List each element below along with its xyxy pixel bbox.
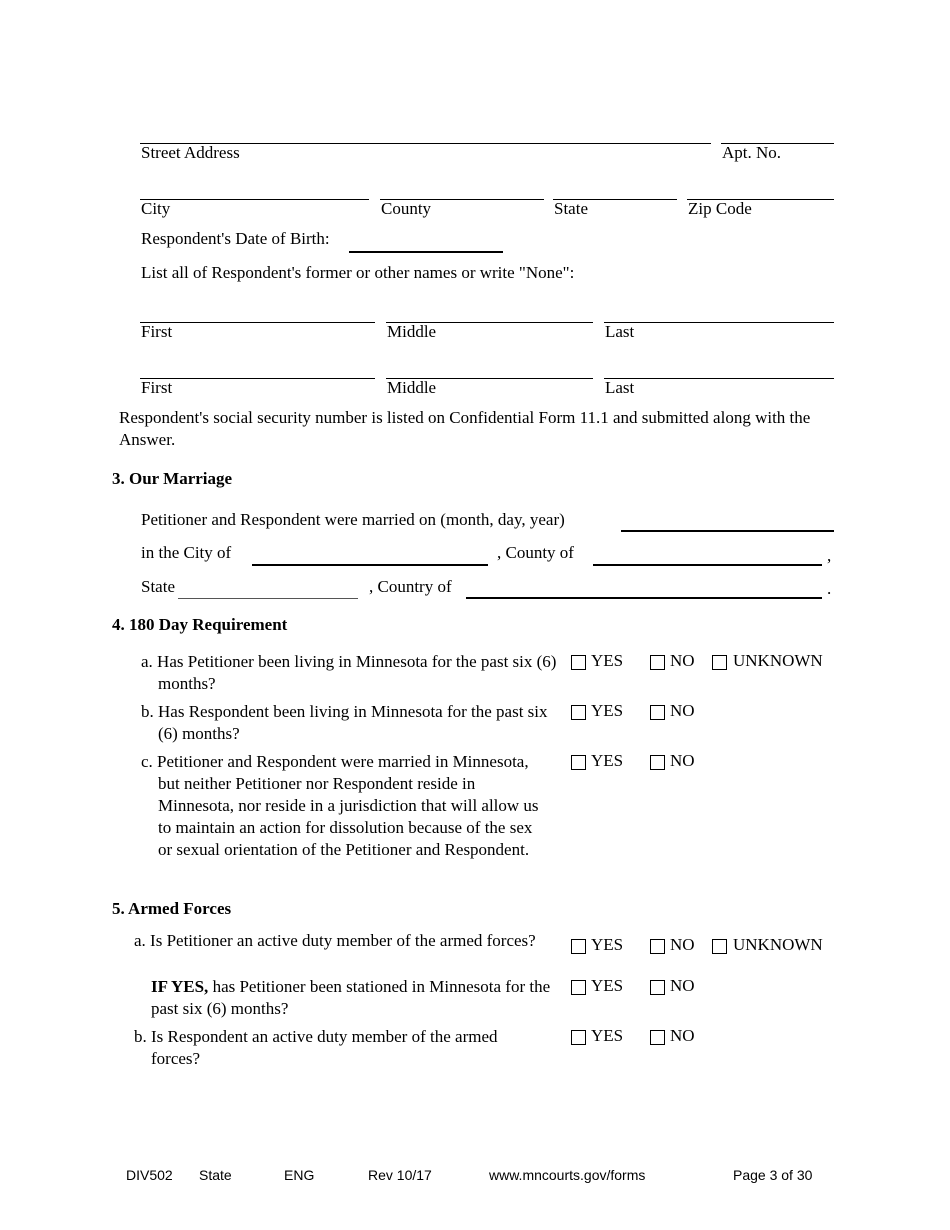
married-date-field[interactable] bbox=[621, 530, 834, 532]
name1-last-line[interactable] bbox=[604, 322, 834, 323]
req-question-c bbox=[141, 751, 546, 861]
marriage-county-label: , County of bbox=[497, 543, 574, 562]
footer-language: ENG bbox=[284, 1167, 315, 1183]
armed-b-no-label: NO bbox=[670, 1026, 695, 1045]
armed-ifyes-no-checkbox[interactable] bbox=[650, 980, 665, 995]
req-a-yes-label: YES bbox=[591, 651, 624, 670]
marriage-country-field[interactable] bbox=[466, 597, 822, 599]
apt-no-label: Apt. No. bbox=[722, 143, 782, 162]
name2-last-line[interactable] bbox=[604, 378, 834, 379]
req-b-no-checkbox[interactable] bbox=[650, 705, 665, 720]
marriage-heading: 3. Our Marriage bbox=[112, 469, 233, 488]
city-label: City bbox=[141, 199, 171, 218]
marriage-country-period: . bbox=[827, 579, 832, 598]
req-question-c-text: c. Petitioner and Respondent were married in Minnesota, but neither Petitioner nor Respondent reside in Minnesota, nor reside in a jurisdiction that will allow us to maintain an action for dissolution because of the sex or sexual orientation of the Petitioner and Respondent. bbox=[141, 752, 539, 859]
marriage-city-field[interactable] bbox=[252, 564, 488, 566]
req-c-yes-label: YES bbox=[591, 751, 624, 770]
name2-first-line[interactable] bbox=[140, 378, 375, 379]
armed-a-no-checkbox[interactable] bbox=[650, 939, 665, 954]
armed-a-yes-checkbox[interactable] bbox=[571, 939, 586, 954]
armed-ifyes-bold: IF YES, bbox=[151, 977, 209, 996]
state-label: State bbox=[554, 199, 588, 218]
armed-b-no-checkbox[interactable] bbox=[650, 1030, 665, 1045]
marriage-state-label: State bbox=[141, 577, 175, 596]
req-question-a bbox=[141, 651, 561, 695]
armed-question-a-text: a. Is Petitioner an active duty member of the armed forces? bbox=[134, 931, 536, 950]
marriage-county-comma: , bbox=[827, 546, 832, 565]
req-a-no-label: NO bbox=[670, 651, 695, 670]
footer-page-number: Page 3 of 30 bbox=[733, 1167, 813, 1183]
req-b-yes-checkbox[interactable] bbox=[571, 705, 586, 720]
armed-ifyes-rest: has Petitioner been stationed in Minnesota for the past six (6) months? bbox=[151, 977, 551, 1018]
req-b-yes-label: YES bbox=[591, 701, 624, 720]
dob-label: Respondent's Date of Birth: bbox=[141, 229, 330, 248]
armed-question-b-text: b. Is Respondent an active duty member of the armed forces? bbox=[134, 1027, 498, 1068]
armed-ifyes-no-label: NO bbox=[670, 976, 695, 995]
armed-a-yes-label: YES bbox=[591, 935, 624, 954]
zip-label: Zip Code bbox=[688, 199, 752, 218]
name2-last-label: Last bbox=[605, 378, 635, 397]
req-c-no-label: NO bbox=[670, 751, 695, 770]
armed-ifyes-question bbox=[151, 976, 551, 1020]
name1-last-label: Last bbox=[605, 322, 635, 341]
ssn-note: Respondent's social security number is listed on Confidential Form 11.1 and submitted along with the Answer. bbox=[119, 408, 811, 449]
req-question-b-text: b. Has Respondent been living in Minnesota for the past six (6) months? bbox=[141, 702, 548, 743]
marriage-country-label: , Country of bbox=[369, 577, 452, 596]
name1-first-label: First bbox=[141, 322, 173, 341]
county-label: County bbox=[381, 199, 432, 218]
name2-middle-label: Middle bbox=[387, 378, 437, 397]
req-c-yes-checkbox[interactable] bbox=[571, 755, 586, 770]
requirement-heading: 4. 180 Day Requirement bbox=[112, 615, 288, 634]
armed-question-b bbox=[134, 1026, 544, 1070]
armed-a-no-label: NO bbox=[670, 935, 695, 954]
marriage-county-field[interactable] bbox=[593, 564, 822, 566]
armed-b-yes-checkbox[interactable] bbox=[571, 1030, 586, 1045]
armed-b-yes-label: YES bbox=[591, 1026, 624, 1045]
req-a-yes-checkbox[interactable] bbox=[571, 655, 586, 670]
footer-url[interactable]: www.mncourts.gov/forms bbox=[489, 1167, 646, 1183]
armed-ifyes-yes-checkbox[interactable] bbox=[571, 980, 586, 995]
armed-a-unknown-checkbox[interactable] bbox=[712, 939, 727, 954]
req-c-no-checkbox[interactable] bbox=[650, 755, 665, 770]
city-line[interactable] bbox=[140, 199, 369, 200]
footer-revision: Rev 10/17 bbox=[368, 1167, 432, 1183]
req-b-no-label: NO bbox=[670, 701, 695, 720]
armed-question-a bbox=[134, 930, 544, 952]
name1-middle-label: Middle bbox=[387, 322, 437, 341]
footer-form-number: DIV502 bbox=[126, 1167, 173, 1183]
name1-first-line[interactable] bbox=[140, 322, 375, 323]
name2-first-label: First bbox=[141, 378, 173, 397]
dob-field[interactable] bbox=[349, 251, 503, 253]
marriage-state-field[interactable] bbox=[178, 598, 358, 599]
marriage-city-label: in the City of bbox=[141, 543, 232, 562]
armed-a-unknown-label: UNKNOWN bbox=[733, 935, 823, 954]
req-a-unknown-checkbox[interactable] bbox=[712, 655, 727, 670]
req-a-no-checkbox[interactable] bbox=[650, 655, 665, 670]
armed-heading: 5. Armed Forces bbox=[112, 899, 232, 918]
req-question-a-text: a. Has Petitioner been living in Minnesota for the past six (6) months? bbox=[141, 652, 557, 693]
married-on-label: Petitioner and Respondent were married on (month, day, year) bbox=[141, 510, 565, 529]
former-names-prompt: List all of Respondent's former or other names or write "None": bbox=[141, 263, 575, 282]
street-address-label: Street Address bbox=[141, 143, 240, 162]
req-a-unknown-label: UNKNOWN bbox=[733, 651, 823, 670]
armed-ifyes-yes-label: YES bbox=[591, 976, 624, 995]
footer-state: State bbox=[199, 1167, 232, 1183]
req-question-b bbox=[141, 701, 566, 745]
